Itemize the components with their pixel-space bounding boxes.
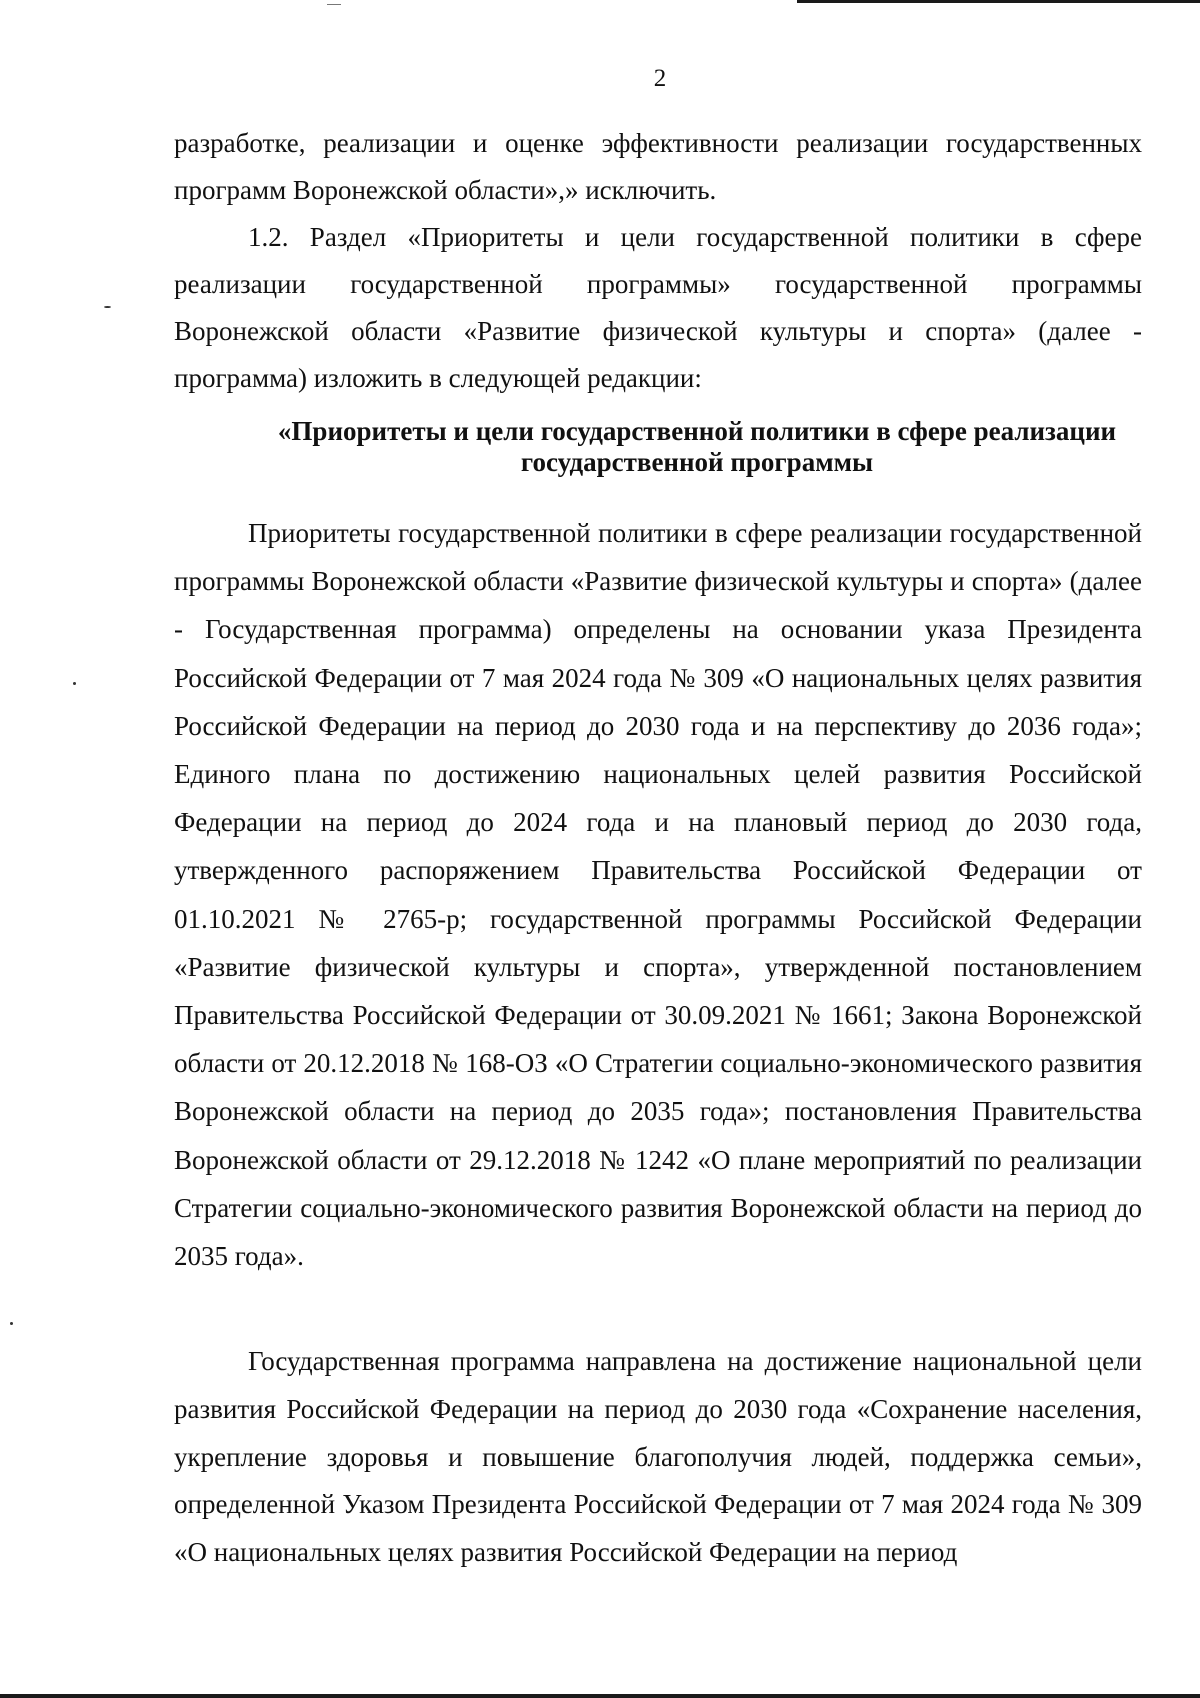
paragraph-priorities: Приоритеты государственной политики в сфере реализации государственной программы Воронежской области «Развитие физической культуры и спорта» (далее - Государственная программа) определены на основании указа Президента Российской Федерации от 7 мая 2024 года № 309 «О национальных целях развития Российской Федерации на период до 2030 года и на перспективу до 2036 года»; Единого плана по достижению национальных целей развития Российской Федерации на период до 2024 года и на плановый период до 2030 года, утвержденного распоряжением Правительства Российской Федерации от 01.10.2021 № 2765-р; государственной программы Российской Федерации «Развитие физической культуры и спорта», утвержденной постановлением Правительства Российской Федерации от 30.09.2021 № 1661; Закона Воронежской области от 20.12.2018 № 168-ОЗ «О Стратегии социально-экономического развития Воронежской области на период до 2035 года»; постановления Правительства Воронежской области от 29.12.2018 № 1242 «О плане мероприятий по реализации Стратегии социально-экономического развития Воронежской области на период до 2035 года». <box>174 518 1142 1272</box>
scan-speck <box>10 1322 13 1325</box>
scan-edge-top <box>797 0 1200 3</box>
scan-edge-bottom <box>0 1694 1200 1698</box>
paragraph-item-1-2: 1.2. Раздел «Приоритеты и цели государственной политики в сфере реализации государственной программы» государственной программы Воронежской области «Развитие физической культуры и спорта» (далее - программа) изложить в следующей редакции: <box>174 222 1142 393</box>
paragraph-continuation: разработке, реализации и оценке эффективности реализации государственных программ Воронежской области»,» исключить. <box>174 128 1142 205</box>
page-number: 2 <box>653 65 667 92</box>
scan-speck <box>104 306 111 308</box>
paragraph-goal: Государственная программа направлена на достижение национальной цели развития Российской Федерации на период до 2030 года «Сохранение населения, укрепление здоровья и повышение благополучия людей, поддержка семьи», определенной Указом Президента Российской Федерации от 7 мая 2024 года № 309 «О национальных целях развития Российской Федерации на период <box>174 1346 1142 1568</box>
scan-speck <box>73 682 76 685</box>
section-heading: «Приоритеты и цели государственной политики в сфере реализации государственной программы <box>277 416 1117 477</box>
scan-mark-top <box>327 4 341 5</box>
